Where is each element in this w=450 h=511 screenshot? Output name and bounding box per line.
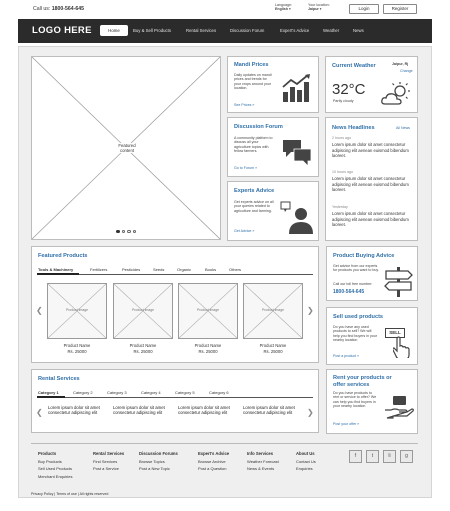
nav-news[interactable]: News [353,28,364,33]
phone-number: 1800-564-645 [51,6,85,12]
tab-category-6[interactable]: Category 6 [209,390,229,395]
news-item[interactable]: Yesterday Lorem ipsum dolor sit amet consectetur adipiscing elit aenean euismod bibendum laoreet. [332,205,409,227]
footer-divider [31,443,418,444]
google-plus-icon[interactable]: g [400,450,413,463]
footer-bottom-links: Privacy Policy | Terms of use | All rights reserved [31,492,109,496]
footer-link[interactable]: Post a Question [198,466,227,472]
chevron-down-icon: ▾ [319,7,322,12]
footer-link[interactable]: Find Services [93,459,118,465]
expert-person-icon [280,200,314,236]
tab-others[interactable]: Others [229,267,242,272]
chevron-left-icon[interactable]: ❮ [36,306,43,315]
get-advice-link[interactable]: Get Advice » [234,229,255,233]
footer-link[interactable]: News & Events [247,466,275,472]
privacy-policy-link[interactable]: Privacy Policy [31,492,54,496]
tab-category-2[interactable]: Category 2 [73,390,93,395]
post-product-link[interactable]: Post a product » [333,354,360,358]
product-price: Rs. 25000 [67,349,87,354]
featured-products-section: Featured Products Tools & Machinery Fertilizers Pesticides Seeds Organic Books Others [31,246,319,363]
footer-link[interactable]: Browse Topics [139,459,165,465]
nav-forum[interactable]: Discussion Forum [230,28,265,33]
tab-category-5[interactable]: Category 5 [175,390,195,395]
hand-offering-icon [384,395,414,419]
language-selector[interactable]: Language: English ▾ [275,3,292,12]
rental-services-section: Rental Services Category 1 Category 2 Category 3 Category 4 Category 5 Category 6 [31,369,319,433]
product-price: Rs. 25000 [263,349,283,354]
toll-free-number: 1800-564-645 [333,289,365,295]
rental-item[interactable]: Lorem ipsum dolor sit amet consectetur adipiscing elit [178,405,230,416]
product-card[interactable]: Product Image [178,283,238,339]
product-name[interactable]: Product Name [259,343,287,348]
call-us: Call us: 1800-564-645 [33,6,85,12]
slider-dot[interactable] [122,230,126,234]
product-buying-advice-card: Product Buying Advice Get advice from our experts for products you want to buy. Call our toll free number: 1800-564-645 [326,246,418,301]
change-city-link[interactable]: Change [400,69,413,73]
footer-link[interactable]: Sell Used Products [38,466,73,472]
footer-col-rental: Rental Services Find Services Post a Service [93,451,125,472]
tab-pesticides[interactable]: Pesticides [122,267,141,272]
footer-link[interactable]: Post a New Topic [139,466,170,472]
post-offer-link[interactable]: Post your offer » [333,422,360,426]
bar-chart-icon [281,74,313,104]
product-card[interactable]: Product Image [243,283,303,339]
rental-item[interactable]: Lorem ipsum dolor sit amet consectetur adipiscing elit [243,405,295,416]
footer-link[interactable]: Weather Forecast [247,459,279,465]
sell-sign-icon: SELL [385,328,405,338]
product-card[interactable]: Product Image [47,283,107,339]
news-item[interactable]: 10 hours ago Lorem ipsum dolor sit amet consectetur adipiscing elit aenean euismod bibendum laoreet. [332,170,409,192]
temperature: 32°C [332,81,366,98]
footer-col-experts: Expert's Advice Browse Archive Post a Question [198,451,230,472]
footer-col-products: Products Buy Products Sell Used Products Merchant Enquiries [38,451,73,479]
rental-item[interactable]: Lorem ipsum dolor sit amet consectetur adipiscing elit [48,405,100,416]
current-weather-card: Current Weather Jaipur, Rj Change 32°C Partly cloudy [325,56,418,113]
chevron-left-icon[interactable]: ❮ [36,408,43,417]
news-item[interactable]: 2 hours ago Lorem ipsum dolor sit amet consectetur adipiscing elit aenean euismod bibendum laoreet. [332,136,409,158]
slider-dot[interactable] [133,230,137,234]
location-selector[interactable]: Your location: Jaipur ▾ [308,3,330,12]
product-name[interactable]: Product Name [129,343,157,348]
chat-bubbles-icon [281,138,313,166]
footer-col-about: About Us Contact Us Enquiries [296,451,316,472]
nav-rental[interactable]: Rental Services [186,28,217,33]
product-card[interactable]: Product Image [113,283,173,339]
footer-link[interactable]: Merchant Enquiries [38,473,73,479]
nav-home[interactable]: Home [100,25,128,36]
slider-dot[interactable] [116,230,120,234]
slider-dots[interactable] [116,229,136,234]
discussion-forum-card: Discussion Forum A community platform to discuss all your agriculture topics with fellow farmers. Go to Forum » [227,117,319,177]
pointing-hand-icon [393,336,411,358]
featured-slider[interactable]: Featured content [31,56,221,240]
twitter-icon[interactable]: t [366,450,379,463]
tab-books[interactable]: Books [205,267,217,272]
mandi-prices-card: Mandi Prices Daily updates on mandi prices and trends for your crops around your location. See Prices » [227,56,319,113]
rental-item[interactable]: Lorem ipsum dolor sit amet consectetur adipiscing elit [113,405,165,416]
terms-of-use-link[interactable]: Terms of use [56,492,77,496]
footer-col-info: Info Services Weather Forecast News & Events [247,451,279,472]
tab-seeds[interactable]: Seeds [153,267,165,272]
mandi-title: Mandi Prices [234,62,269,68]
product-price: Rs. 25000 [198,349,218,354]
nav-weather[interactable]: Weather [323,28,340,33]
chevron-right-icon[interactable]: ❯ [307,408,314,417]
signpost-icon [384,265,414,297]
footer-link[interactable]: Enquiries [296,466,313,472]
footer-link[interactable]: Buy Products [38,459,62,465]
chevron-right-icon[interactable]: ❯ [307,306,314,315]
tab-category-4[interactable]: Category 4 [141,390,161,395]
product-name[interactable]: Product Name [63,343,91,348]
weather-city: Jaipur, Rj [392,62,409,66]
nav-experts[interactable]: Expert's Advice [280,28,310,33]
go-to-forum-link[interactable]: Go to Forum » [234,166,258,170]
news-headlines-card: News Headlines All News 2 hours ago Lorem ipsum dolor sit amet consectetur adipiscing elit aenean euismod bibendum laoreet. 10 hours ago Lorem ipsum dolor sit amet consectetur adipiscing elit aenean euismod bibendum laoreet. Yesterday Lorem ipsum dolor sit amet consectetur adipiscing elit aenean euismod bibendum laoreet. [325,117,418,241]
chevron-down-icon: ▾ [288,7,291,12]
tab-tools-machinery[interactable]: Tools & Machinery [38,267,74,272]
register-button[interactable]: Register [383,4,417,14]
product-price: Rs. 25000 [133,349,153,354]
footer-col-forums: Discussion Forums Browse Topics Post a New Topic [139,451,178,472]
logo[interactable]: LOGO HERE [32,25,92,36]
sell-used-products-card: Sell used products Do you have any used products to sell? We will help you find buyers in your nearby location Post a product » SELL [326,307,418,365]
tab-fertilizers[interactable]: Fertilizers [90,267,108,272]
slider-dot[interactable] [127,230,131,234]
partly-cloudy-icon [381,82,411,108]
facebook-icon[interactable]: f [349,450,362,463]
nav-buy-sell[interactable]: Buy & Sell Products [133,28,171,33]
rent-offer-card: Rent your products or offer services Do you have products to rent or service to offer? We can help you find buyers in your nearby location Post your offer » [326,369,418,434]
tab-organic[interactable]: Organic [177,267,192,272]
footer-link[interactable]: Browse Archive [198,459,226,465]
footer-link[interactable]: Contact Us [296,459,316,465]
main-navbar [18,19,432,43]
footer-link[interactable]: Post a Service [93,466,119,472]
tab-category-1[interactable]: Category 1 [38,390,59,395]
linkedin-icon[interactable]: li [383,450,396,463]
login-button[interactable]: Login [349,4,379,14]
experts-advice-card: Experts Advice Get experts advice on all your queries related to agriculture and farming. Get Advice » [227,181,319,241]
tab-category-3[interactable]: Category 3 [107,390,127,395]
all-news-link[interactable]: All News [396,126,410,130]
see-prices-link[interactable]: See Prices » [234,103,255,107]
copyright-text: All rights reserved [79,492,109,496]
product-name[interactable]: Product Name [194,343,222,348]
